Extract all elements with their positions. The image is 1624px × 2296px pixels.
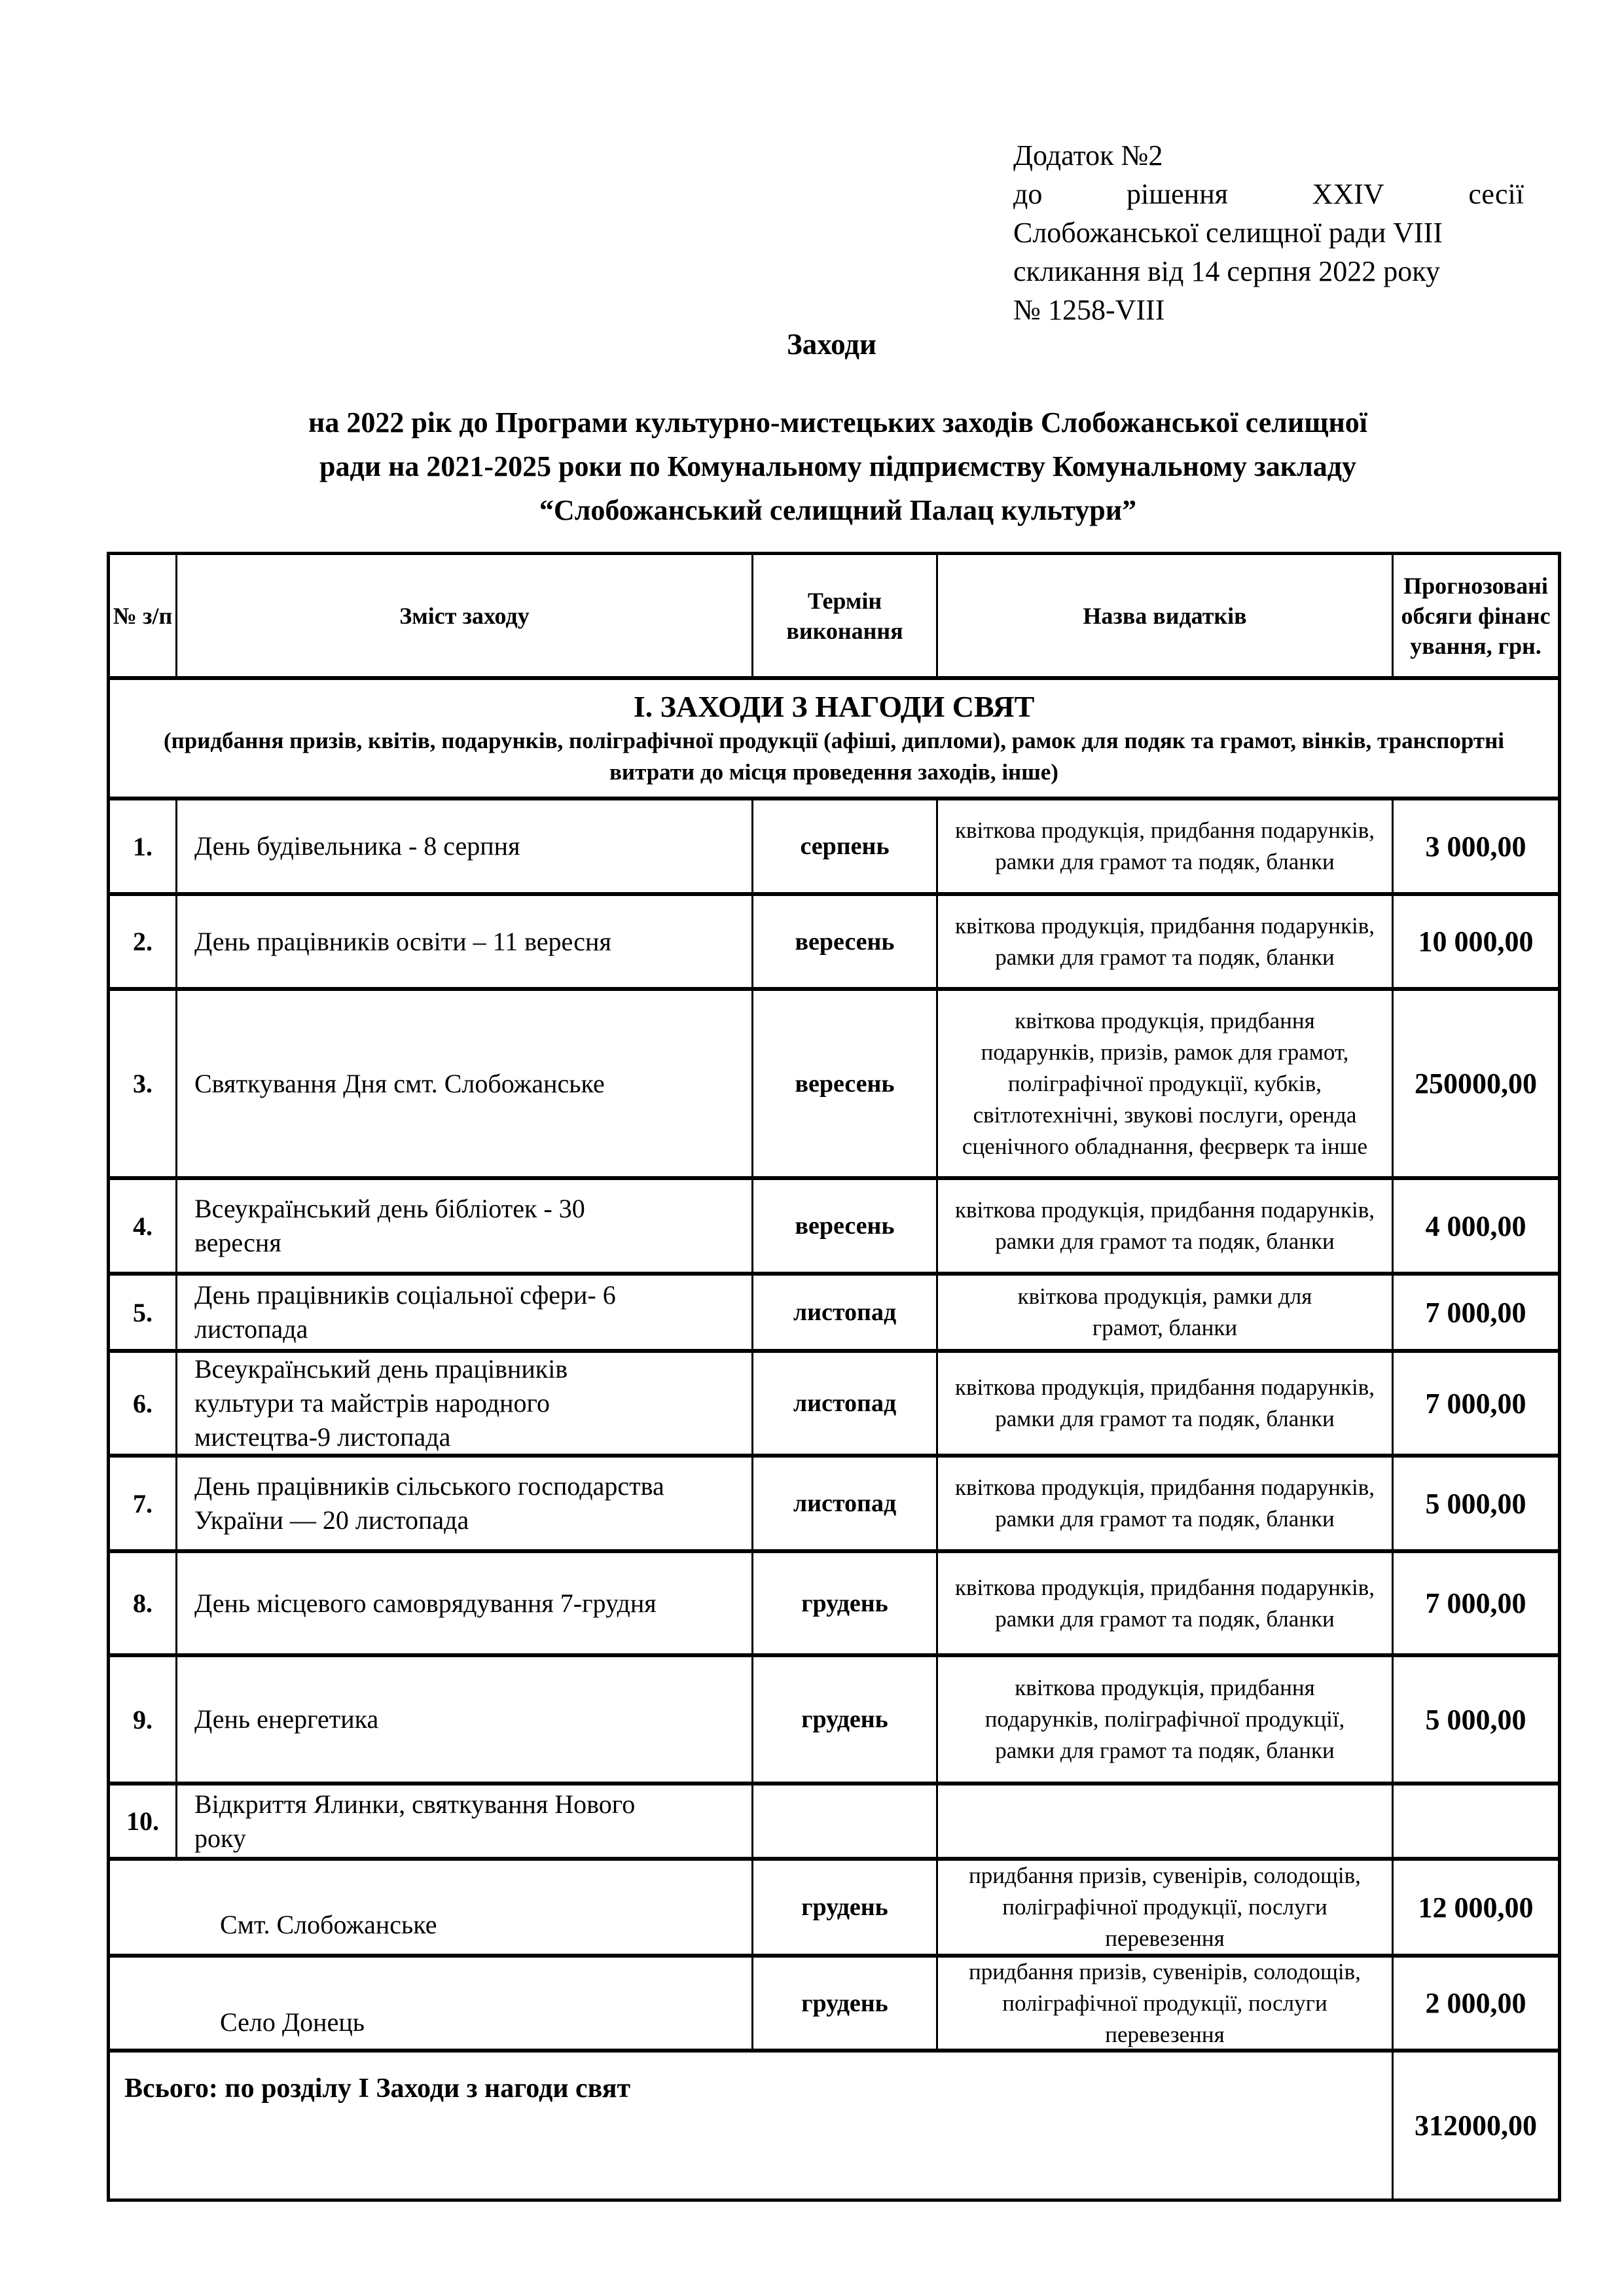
header-content: Зміст заходу [399,602,530,629]
row-amount: 250000,00 [1415,1067,1537,1100]
row-content: День енергетика [194,1704,379,1734]
row-term: листопад [793,1390,897,1417]
subtitle-line: “Слобожанський селищний Палац культури” [539,494,1137,526]
row-expense: квіткова продукція, придбання подарунків, рамки для грамот та подяк, бланки [955,1574,1375,1632]
subrow-amount: 2 000,00 [1425,1987,1526,2019]
header-term: Термін виконання [786,587,903,644]
row-content: День працівників освіти – 11 вересня [194,926,611,956]
row-content: Всеукраїнський день бібліотек - 30 вересня [194,1194,585,1257]
row-content: Всеукраїнський день працівників культури та майстрів народного мистецтва-9 листопада [194,1354,568,1452]
header-expense: Назва видатків [1083,602,1247,629]
row-number: 3. [133,1069,153,1098]
total-amount: 312000,00 [1415,2109,1537,2142]
row-content: Відкриття Ялинки, святкування Нового року [194,1789,636,1853]
row-term: листопад [793,1299,897,1326]
row-number: 10. [126,1806,159,1836]
appendix-decision-line [1013,175,1524,213]
row-term: вересень [795,1212,895,1240]
appendix-council: Слобожанської селищної ради VIII [1013,217,1443,249]
row-expense: квіткова продукція, придбання подарунків, рамки для грамот та подяк, бланки [955,1197,1375,1254]
row-amount: 3 000,00 [1425,830,1526,863]
row-number: 1. [133,831,153,861]
subtitle-line: ради на 2021-2025 роки по Комунальному підприємству Комунальному закладу [319,450,1357,482]
row-term [753,1785,936,1857]
row-amount: 10 000,00 [1418,925,1534,958]
row-content: День працівників сільського господарства України — 20 листопада [194,1471,664,1535]
subrow-expense: придбання призів, сувенірів, солодощів, поліграфічної продукції, послуги перевезення [969,1958,1361,2047]
section-title: І. ЗАХОДИ З НАГОДИ СВЯТ [633,690,1035,723]
row-expense: квіткова продукція, придбання подарунків, рамки для грамот та подяк, бланки [955,817,1375,874]
section-header [110,680,1558,797]
row-expense: квіткова продукція, придбання подарунків, рамки для грамот та подяк, бланки [955,1475,1375,1532]
appendix-block [1013,136,1524,329]
row-number: 4. [133,1211,153,1241]
row-content: День будівельника - 8 серпня [194,831,520,861]
page-title: Заходи [787,328,876,361]
row-term: листопад [793,1490,897,1517]
appendix-word: рішення [1127,178,1229,210]
subrow-term: грудень [801,1989,888,2017]
row-term: серпень [800,833,890,860]
subrow-content: Смт. Слобожанське [220,1910,437,1939]
header-amount: Прогнозовані обсяги фінансування, грн. [1401,572,1551,659]
appendix-word: до [1013,178,1043,210]
appendix-title: Додаток №2 [1013,139,1163,171]
row-amount: 7 000,00 [1425,1387,1526,1420]
row-number: 8. [133,1588,153,1618]
row-amount [1394,1785,1558,1857]
row-number: 2. [133,927,153,956]
row-amount: 7 000,00 [1425,1296,1526,1329]
row-expense: квіткова продукція, рамки для грамот, бланки [1017,1283,1312,1340]
appendix-word: сесії [1468,178,1524,210]
row-content: День працівників соціальної сфери- 6 листопада [194,1280,616,1344]
header-num: № з/п [113,602,173,629]
row-term: грудень [801,1589,888,1617]
row-content: Святкування Дня смт. Слобожанське [194,1068,605,1098]
subrow-content: Село Донець [220,2007,365,2037]
section-note: (придбання призів, квітів, подарунків, поліграфічної продукції (афіші, дипломи), рамок для подяк та грамот, вінків, транспортні витрати до місця проведення заходів, інше) [163,728,1505,785]
row-expense: квіткова продукція, придбання подарунків, рамки для грамот та подяк, бланки [955,912,1375,970]
row-number: 7. [133,1488,153,1518]
row-number: 9. [133,1704,153,1734]
row-expense: квіткова продукція, придбання подарунків, рамки для грамот та подяк, бланки [955,1374,1375,1431]
row-term: вересень [795,927,895,956]
row-amount: 4 000,00 [1425,1210,1526,1242]
row-amount: 7 000,00 [1425,1587,1526,1619]
page-subtitle [196,401,1479,532]
subrow-expense: придбання призів, сувенірів, солодощів, поліграфічної продукції, послуги перевезення [969,1863,1361,1951]
row-amount: 5 000,00 [1425,1487,1526,1520]
row-expense: квіткова продукція, придбання подарунків, призів, рамок для грамот, поліграфічної продукції, кубків, світлотехнічні, звукові послуги, оренда сценічного обладнання, феєрверк та інше [962,1007,1368,1159]
row-term: грудень [801,1706,888,1733]
row-expense [938,1785,1392,1857]
row-number: 6. [133,1388,153,1418]
row-content: День місцевого самоврядування 7-грудня [194,1588,657,1618]
appendix-word: XXIV [1312,178,1384,210]
row-term: вересень [795,1069,895,1098]
subrow-amount: 12 000,00 [1418,1891,1534,1924]
row-amount: 5 000,00 [1425,1703,1526,1736]
row-expense: квіткова продукція, придбання подарунків, поліграфічної продукції, рамки для грамот та подяк, бланки [984,1675,1345,1763]
appendix-number: № 1258-VIII [1013,294,1165,326]
appendix-date: скликання від 14 серпня 2022 року [1013,255,1441,287]
row-number: 5. [133,1297,153,1327]
subrow-term: грудень [801,1893,888,1921]
total-label: Всього: по розділу І Заходи з нагоди свят [124,2073,631,2104]
subtitle-line: на 2022 рік до Програми культурно-мистецьких заходів Слобожанської селищної [308,406,1368,439]
